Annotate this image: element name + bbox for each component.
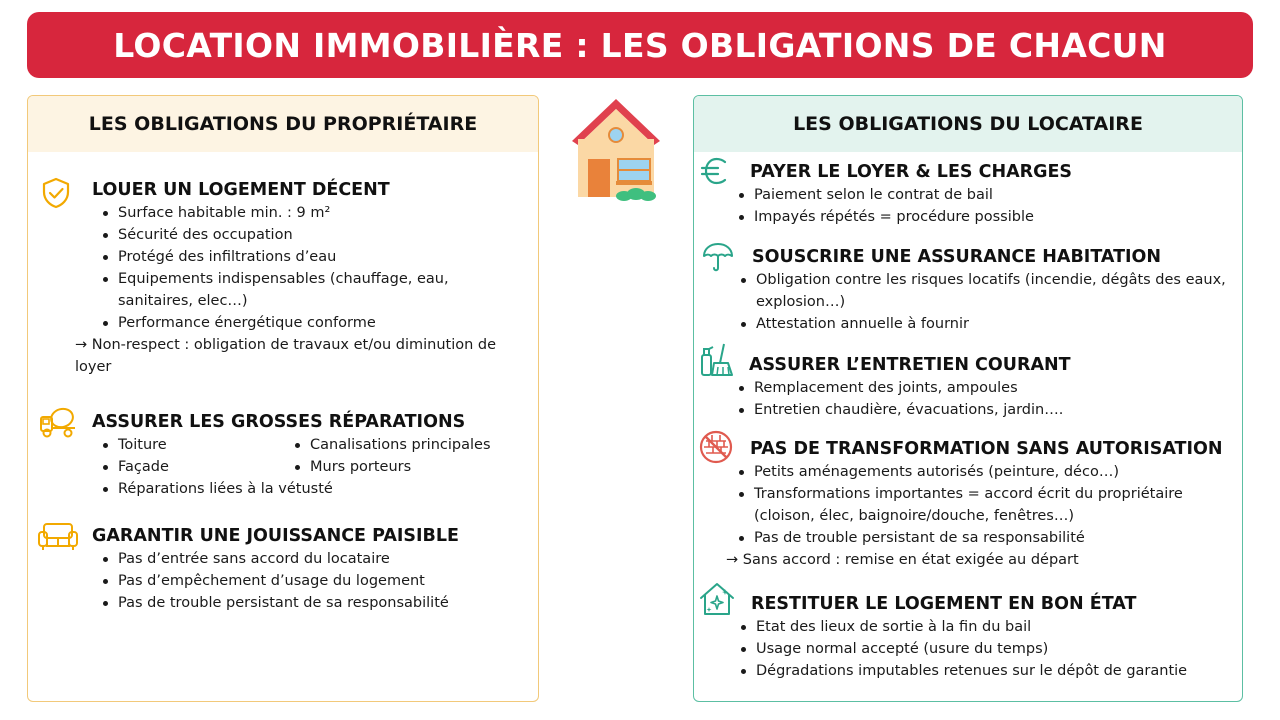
owner-repairs-col1 (100, 434, 333, 500)
tenant-upkeep-title: ASSURER L’ENTRETIEN COURANT (749, 355, 1071, 375)
list-item: Paiement selon le contrat de bail (736, 184, 1236, 206)
owner-decent-note: → Non-respect : obligation de travaux et/ou diminution de loyer (75, 337, 497, 375)
owner-peaceful-list (100, 548, 530, 614)
tenant-upkeep-list (736, 377, 1236, 421)
list-item: Equipements indispensables (chauffage, eau, sanitaires, elec…) (100, 268, 490, 312)
house-icon (564, 95, 668, 201)
cleaning-icon (698, 341, 738, 379)
tenant-noalter-list (736, 461, 1241, 549)
page-title: LOCATION IMMOBILIÈRE : LES OBLIGATIONS DE CHACUN (113, 25, 1167, 65)
list-item: Usage normal accepté (usure du temps) (738, 638, 1243, 660)
tenant-noalter-title: PAS DE TRANSFORMATION SANS AUTORISATION (750, 439, 1223, 459)
tenant-rent-list (736, 184, 1236, 228)
no-wall-icon (698, 429, 734, 465)
list-item: Petits aménagements autorisés (peinture, déco…) (736, 461, 1241, 483)
list-item: Pas d’empêchement d’usage du logement (100, 570, 530, 592)
tenant-restore-list (738, 616, 1243, 682)
list-item: Obligation contre les risques locatifs (incendie, dégâts des eaux, explosion…) (738, 269, 1234, 313)
clean-house-icon (698, 580, 736, 618)
list-item: Toiture (100, 434, 300, 456)
owner-decent-title: LOUER UN LOGEMENT DÉCENT (92, 180, 390, 200)
owner-repairs-title: ASSURER LES GROSSES RÉPARATIONS (92, 412, 466, 432)
list-item: Protégé des infiltrations d’eau (100, 246, 530, 268)
euro-icon (698, 154, 734, 190)
owner-panel (27, 95, 539, 702)
list-item: Surface habitable min. : 9 m² (100, 202, 530, 224)
sofa-icon (36, 518, 80, 554)
list-item: Impayés répétés = procédure possible (736, 206, 1236, 228)
tenant-insurance-list (738, 269, 1238, 335)
list-item: Etat des lieux de sortie à la fin du bail (738, 616, 1243, 638)
list-item: Sécurité des occupation (100, 224, 530, 246)
tenant-insurance-title: SOUSCRIRE UNE ASSURANCE HABITATION (752, 247, 1162, 267)
tenant-panel (693, 95, 1243, 702)
list-item: Pas de trouble persistant de sa responsabilité (736, 527, 1241, 549)
umbrella-icon (700, 240, 736, 276)
list-item: Pas de trouble persistant de sa responsabilité (100, 592, 530, 614)
owner-decent-list (100, 202, 530, 334)
list-item: Remplacement des joints, ampoules (736, 377, 1236, 399)
list-item: Attestation annuelle à fournir (738, 313, 1238, 335)
list-item: Réparations liées à la vétusté (100, 478, 300, 500)
cement-truck-icon (38, 404, 78, 440)
list-item: Performance énergétique conforme (100, 312, 530, 334)
list-item: Canalisations principales (292, 434, 532, 456)
shield-check-icon (38, 175, 74, 211)
list-item: Dégradations imputables retenues sur le dépôt de garantie (738, 660, 1243, 682)
list-item: Pas d’entrée sans accord du locataire (100, 548, 530, 570)
list-item: Façade (100, 456, 300, 478)
title-banner (27, 12, 1253, 78)
owner-repairs-col2 (292, 434, 532, 478)
tenant-restore-title: RESTITUER LE LOGEMENT EN BON ÉTAT (751, 594, 1137, 614)
list-item: Transformations importantes = accord écrit du propriétaire (cloison, élec, baignoire/douche, fenêtres…) (736, 483, 1241, 527)
tenant-heading: LES OBLIGATIONS DU LOCATAIRE (694, 96, 1242, 152)
list-item: Murs porteurs (292, 456, 532, 478)
tenant-rent-title: PAYER LE LOYER & LES CHARGES (750, 162, 1073, 182)
owner-peaceful-title: GARANTIR UNE JOUISSANCE PAISIBLE (92, 526, 459, 546)
owner-heading: LES OBLIGATIONS DU PROPRIÉTAIRE (28, 96, 538, 152)
tenant-noalter-note: → Sans accord : remise en état exigée au départ (726, 552, 1079, 568)
list-item: Entretien chaudière, évacuations, jardin…. (736, 399, 1236, 421)
